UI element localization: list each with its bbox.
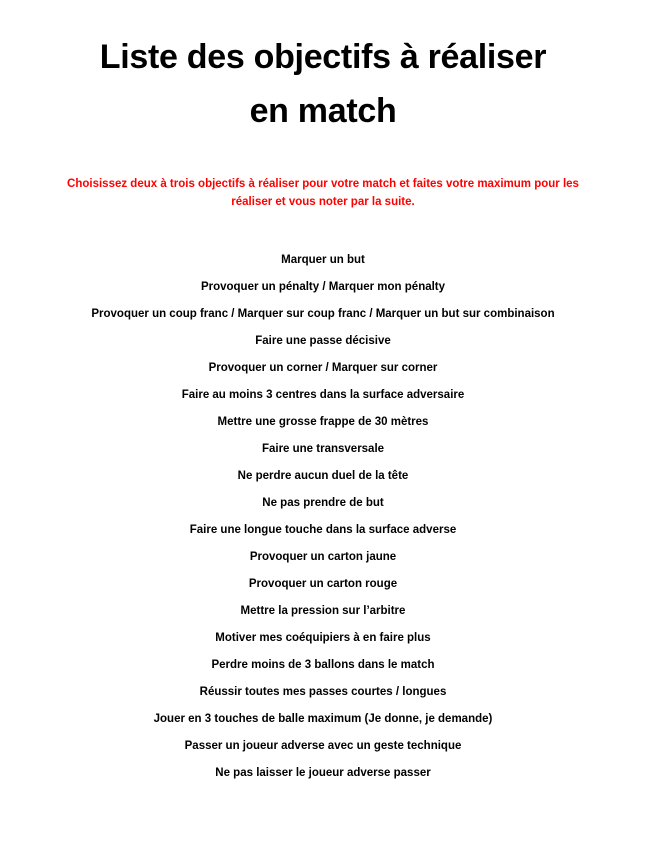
objective-item: Faire au moins 3 centres dans la surface adversaire [181,389,465,401]
objective-item: Faire une longue touche dans la surface adverse [189,524,457,536]
objective-item: Motiver mes coéquipiers à en faire plus [215,632,431,644]
objective-item: Ne perdre aucun duel de la tête [237,470,409,482]
instruction-line-1: Choisissez deux à trois objectifs à réaliser pour votre match et faites votre maximum pour les [67,178,579,190]
objective-item: Provoquer un coup franc / Marquer sur coup franc / Marquer un but sur combinaison [91,308,555,320]
title-line-1: Liste des objectifs à réaliser [99,38,547,76]
objective-item: Provoquer un carton jaune [249,551,397,563]
objective-item: Provoquer un corner / Marquer sur corner [208,362,438,374]
objective-item: Mettre la pression sur l’arbitre [240,605,406,617]
objective-item: Ne pas laisser le joueur adverse passer [215,767,431,779]
instruction-text [40,175,606,211]
objectives-list [0,247,646,787]
objective-item: Provoquer un pénalty / Marquer mon pénalty [200,281,446,293]
objective-item: Ne pas prendre de but [262,497,384,509]
objective-item: Provoquer un carton rouge [248,578,398,590]
objective-item: Mettre une grosse frappe de 30 mètres [217,416,429,428]
page-title [0,30,646,138]
instruction-line-2: réaliser et vous noter par la suite. [231,196,415,208]
objective-item: Faire une transversale [261,443,385,455]
objective-item: Perdre moins de 3 ballons dans le match [211,659,435,671]
objective-item: Marquer un but [281,254,365,266]
objective-item: Passer un joueur adverse avec un geste technique [184,740,462,752]
objective-item: Réussir toutes mes passes courtes / longues [199,686,447,698]
objective-item: Jouer en 3 touches de balle maximum (Je donne, je demande) [153,713,493,725]
objective-item: Faire une passe décisive [255,335,391,347]
title-line-2: en match [249,92,397,130]
